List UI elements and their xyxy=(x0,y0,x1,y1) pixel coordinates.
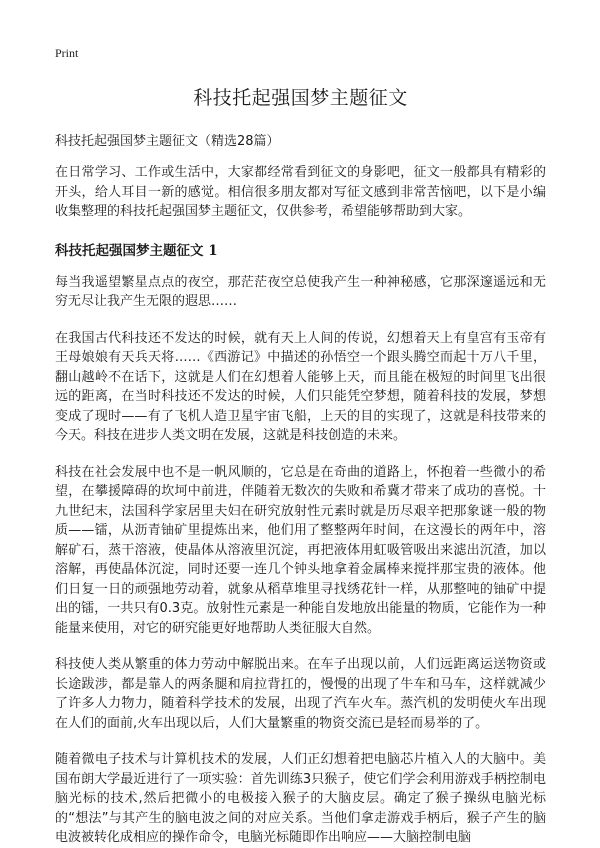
body-paragraph: 科技使人类从繁重的体力劳动中解脱出来。在车子出现以前，人们远距离运送物资或长途跋涉，都是靠人的两条腿和肩拉背扛的，慢慢的出现了牛车和马车，这样就减少了许多人力物力，随着科学技术的发展，出现了汽车火车。蒸汽机的发明使火车出现在人们的面前,火车出现以后，人们大量繁重的物资交流已是轻而易举的了。 xyxy=(55,657,546,731)
print-label[interactable]: Print xyxy=(55,46,79,60)
section-heading: 科技托起强国梦主题征文 1 xyxy=(55,242,218,259)
body-paragraph: 在我国古代科技还不发达的时候，就有天上人间的传说，幻想着天上有皇宫有玉帝有王母娘娘有天兵天将……《西游记》中描述的孙悟空一个跟头腾空而起十万八千里，翻山越岭不在话下，这就是人们在幻想着人能够上天，而且能在极短的时间里飞出很远的距离，在当时科技还不发达的时候，人们只能凭空梦想，随着科技的发展，梦想变成了现时——有了飞机人造卫星宇宙飞船，上天的目的实现了，这就是科技带来的今天。科技在进步人类文明在发展，这就是科技创造的未来。 xyxy=(55,330,546,443)
intro-paragraph: 在日常学习、工作或生活中，大家都经常看到征文的身影吧，征文一般都具有精彩的开头，给人耳目一新的感觉。相信很多朋友都对写征文感到非常苦恼吧，以下是小编收集整理的科技托起强国梦主题征文，仅供参考，希望能够帮助到大家。 xyxy=(55,165,546,219)
page-title: 科技托起强国梦主题征文 xyxy=(193,87,408,109)
document-subtitle: 科技托起强国梦主题征文（精选28篇） xyxy=(55,134,280,149)
body-paragraph: 随着微电子技术与计算机技术的发展，人们正幻想着把电脑芯片植入人的大脑中。美国布朗大学最近进行了一项实验：首先训练3只猴子，使它们学会利用游戏手柄控制电脑光标的技术,然后把微小的电极接入猴子的大脑皮层。确定了猴子操纵电脑光标的“想法”与其产生的脑电波之间的对应关系。当他们拿走游戏手柄后，猴子产生的脑电波被转化成相应的操作命令，电脑光标随即作出响应——大脑控制电脑 xyxy=(55,752,546,845)
body-paragraph: 每当我遥望繁星点点的夜空，那茫茫夜空总使我产生一种神秘感，它那深邃遥远和无穷无尽让我产生无限的遐思…… xyxy=(55,274,546,309)
body-paragraph: 科技在社会发展中也不是一帆风顺的，它总是在奇曲的道路上，怀抱着一些微小的希望，在攀援障碍的坎坷中前进，伴随着无数次的失败和希冀才带来了成功的喜悦。十九世纪末，法国科学家居里夫妇在研究放射性元素时就是历尽艰辛把那象谜一般的物质——镭，从沥青铀矿里提炼出来，他们用了整整两年时间，在这漫长的两年中，溶解矿石，蒸干溶液，使晶体从溶液里沉淀，再把液体用虹吸管吸出来滤出沉渣，加以溶解，再使晶体沉淀，同时还要一连几个钟头地拿着金属棒来搅拌那宝贵的液体。他们日复一日的顽强地劳动着，就象从稻草堆里寻找绣花针一样，从那整吨的铀矿中提出的镭，一共只有0.3克。放射性元素是一种能自发地放出能量的物质，它能作为一种能量来使用，对它的研究能更好地帮助人类征服大自然。 xyxy=(55,464,546,636)
